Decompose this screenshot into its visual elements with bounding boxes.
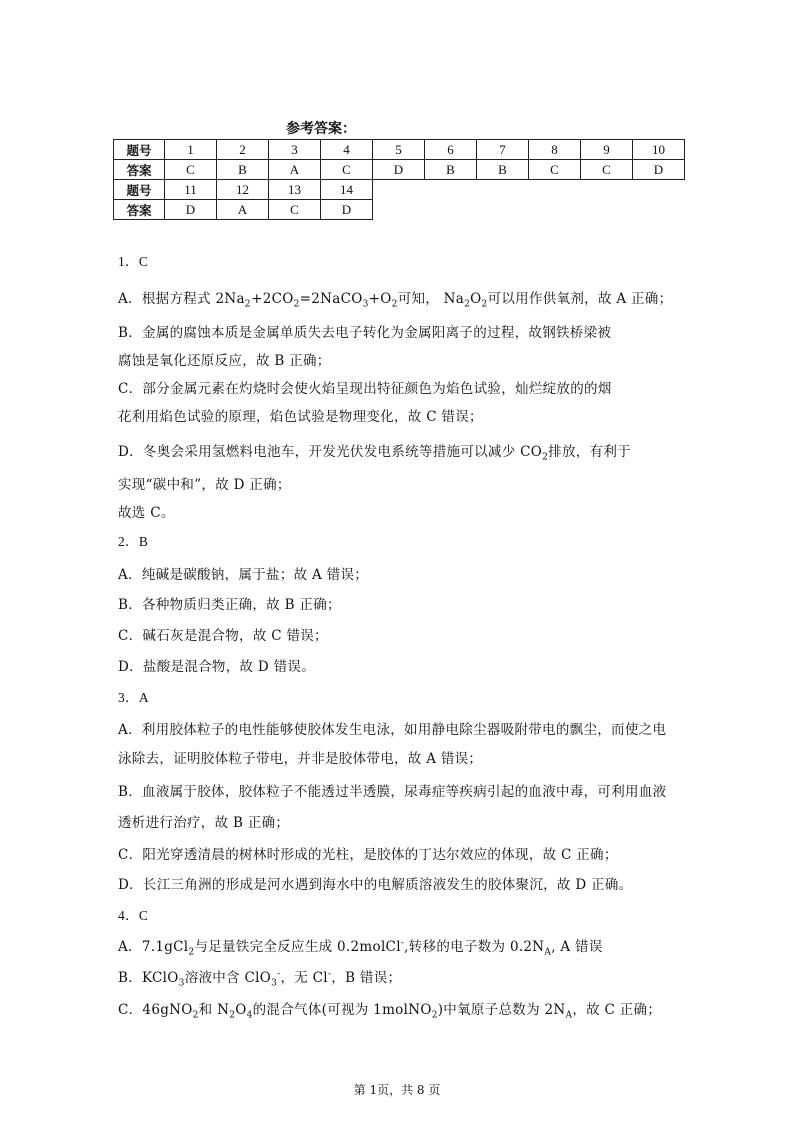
q2-option-d: D．盐酸是混合物，故 D 错误。 bbox=[118, 659, 316, 675]
table-cell: 3 bbox=[269, 140, 321, 160]
q3-number: 3．A bbox=[118, 690, 149, 705]
table-row bbox=[114, 140, 685, 160]
q1-option-a: A．根据方程式 $2Na_2+2CO_2=2NaCO_3+O_2$可知， $Na_2O_2$可以用作供氧剂，故 A 正确； bbox=[118, 291, 673, 310]
table-header-cell: 题号 bbox=[114, 180, 165, 200]
q2-option-a: A．纯碱是碳酸钠，属于盐；故 A 错误； bbox=[118, 567, 369, 583]
table-cell: 10 bbox=[633, 140, 685, 160]
table-header-cell: 答案 bbox=[114, 160, 165, 180]
q1-option-d-line1: D．冬奥会采用氢燃料电池车，开发光伏发电系统等措施可以减少 $CO_2$排放，有利于 bbox=[118, 444, 631, 463]
q3-option-a-line2: 泳除去，证明胶体粒子带电，并非是胶体带电，故 A 错误； bbox=[118, 751, 483, 767]
table-cell: C bbox=[321, 160, 373, 180]
table-cell: 1 bbox=[165, 140, 217, 160]
q2-number: 2．B bbox=[118, 534, 149, 549]
q4-option-a: A．7.1gCl$_2$与足量铁完全反应生成 0.2molCl-,转移的电子数为 $0.2N_A$, A 错误 bbox=[118, 938, 603, 958]
q3-option-c: C．阳光穿透清晨的树林时形成的光柱，是胶体的丁达尔效应的体现，故 C 正确； bbox=[118, 847, 618, 863]
q3-option-d: D．长江三角洲的形成是河水遇到海水中的电解质溶液发生的胶体聚沉，故 D 正确。 bbox=[118, 877, 633, 893]
answer-table bbox=[113, 139, 685, 220]
table-cell: 6 bbox=[425, 140, 477, 160]
table-cell: B bbox=[217, 160, 269, 180]
q1-conclusion: 故选 C。 bbox=[118, 505, 175, 521]
q4-number: 4．C bbox=[118, 908, 149, 923]
table-cell: 14 bbox=[321, 180, 373, 200]
table-header-cell: 答案 bbox=[114, 200, 165, 220]
table-blank bbox=[373, 180, 685, 200]
table-cell: 5 bbox=[373, 140, 425, 160]
q4-option-b: B．KClO$_3$溶液中含 ClO$_3$-，无 Cl-，B 错误； bbox=[118, 969, 402, 989]
table-cell: 4 bbox=[321, 140, 373, 160]
q1-number: 1．C bbox=[118, 254, 149, 269]
q1-option-b-line2: 腐蚀是氧化还原反应，故 B 正确； bbox=[118, 353, 331, 369]
q1-option-d-line2: 实现“碳中和”，故 D 正确； bbox=[118, 477, 291, 493]
table-cell: C bbox=[165, 160, 217, 180]
q1-option-c-line1: C．部分金属元素在灼烧时会使火焰呈现出特征颜色为焰色试验，灿烂绽放的的烟 bbox=[118, 381, 612, 397]
table-cell: D bbox=[321, 200, 373, 220]
q1-option-c-line2: 花利用焰色试验的原理，焰色试验是物理变化，故 C 错误； bbox=[118, 409, 483, 425]
table-row bbox=[114, 180, 685, 200]
q3-option-a-line1: A．利用胶体粒子的电性能够使胶体发生电泳，如用静电除尘器吸附带电的飘尘，而使之电 bbox=[118, 722, 667, 738]
q4-option-c: C．46gNO$_2$和 $N_2O_4$的混合气体(可视为 1molNO$_2$)中氧原子总数为 $2N_A$，故 C 正确； bbox=[118, 1002, 662, 1021]
table-cell: 11 bbox=[165, 180, 217, 200]
table-cell: 2 bbox=[217, 140, 269, 160]
table-cell: B bbox=[425, 160, 477, 180]
q2-option-c: C．碱石灰是混合物，故 C 错误； bbox=[118, 628, 328, 644]
table-row bbox=[114, 160, 685, 180]
q1-option-b-line1: B．金属的腐蚀本质是金属单质失去电子转化为金属阳离子的过程，故钢铁桥梁被 bbox=[118, 325, 612, 341]
table-blank bbox=[373, 200, 685, 220]
table-cell: 8 bbox=[529, 140, 581, 160]
table-cell: A bbox=[269, 160, 321, 180]
table-cell: C bbox=[269, 200, 321, 220]
table-cell: B bbox=[477, 160, 529, 180]
table-cell: D bbox=[633, 160, 685, 180]
table-row bbox=[114, 200, 685, 220]
q3-option-b-line2: 透析进行治疗，故 B 正确； bbox=[118, 815, 290, 831]
table-cell: C bbox=[529, 160, 581, 180]
table-cell: 9 bbox=[581, 140, 633, 160]
page-footer: 第 1页，共 8 页 bbox=[353, 1083, 441, 1097]
answers-title: 参考答案： bbox=[286, 121, 356, 137]
q2-option-b: B．各种物质归类正确，故 B 正确； bbox=[118, 597, 341, 613]
table-cell: 12 bbox=[217, 180, 269, 200]
table-cell: D bbox=[165, 200, 217, 220]
table-cell: D bbox=[373, 160, 425, 180]
table-header-cell: 题号 bbox=[114, 140, 165, 160]
table-cell: 13 bbox=[269, 180, 321, 200]
table-cell: C bbox=[581, 160, 633, 180]
table-cell: 7 bbox=[477, 140, 529, 160]
table-cell: A bbox=[217, 200, 269, 220]
q3-option-b-line1: B．血液属于胶体，胶体粒子不能透过半透膜，尿毒症等疾病引起的血液中毒，可利用血液 bbox=[118, 784, 667, 800]
